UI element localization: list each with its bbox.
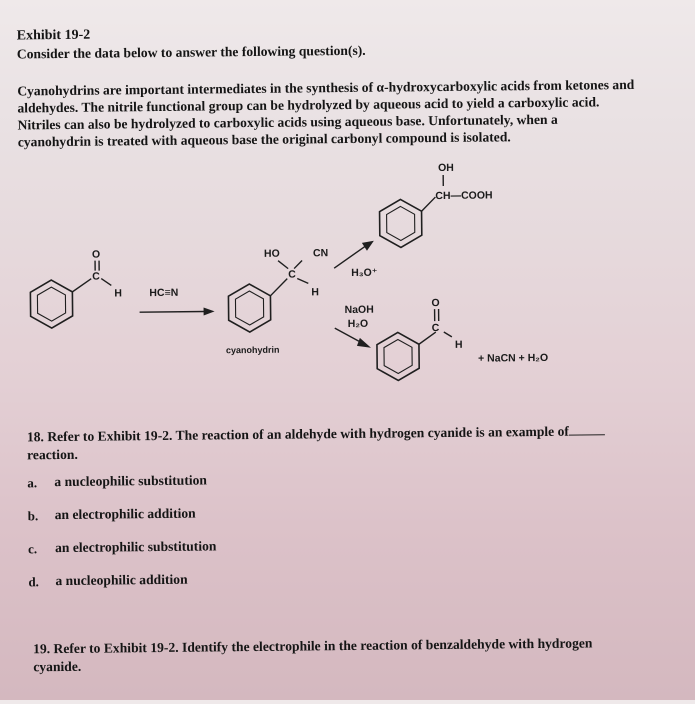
option-a-letter: a. [27,475,37,491]
cyanohydrin-structure [228,247,329,332]
product-hydroxyl: OH [438,162,454,174]
alpha-hydrogen: H [311,286,319,298]
benzaldehyde-structure [30,248,122,328]
forward-arrow [140,307,215,316]
paragraph-line: Cyanohydrins are important intermediates in the synthesis of α-hydroxycarboxylic acids from ketones and [17,76,634,99]
reaction-scheme [0,146,695,393]
regenerated-aldehyde-structure [376,297,462,381]
option-b-letter: b. [28,508,39,524]
carbonyl-carbon: C [92,271,100,283]
base-reagent-water: H₂O [348,318,369,330]
base-reagent-naoh: NaOH [345,304,374,316]
base-arrow [335,328,371,348]
acid-reagent: H₃O⁺ [351,267,377,279]
question-19-line: 19. Refer to Exhibit 19-2. Identify the electrophile in the reaction of benzaldehyde with hydrogen [33,634,592,657]
hcn-reagent: HC≡N [149,287,178,299]
question-18-prefix: 18. Refer to Exhibit 19-2. The reaction of an aldehyde with hydrogen cyanide is an example of [27,424,569,445]
question-18-text [27,422,605,445]
regenerated-carbonyl-carbon: C [432,322,440,334]
base-byproducts: + NaCN + H₂O [478,352,548,365]
exhibit-title: Exhibit 19-2 [17,27,91,45]
option-b-text[interactable]: an electrophilic addition [55,506,196,523]
carbonyl-oxygen: O [92,249,100,261]
question-18-suffix: reaction. [27,446,78,464]
answer-blank [569,422,605,435]
nitrile-group: CN [313,247,328,259]
cyanohydrin-label: cyanohydrin [226,345,280,356]
option-c-letter: c. [28,541,37,557]
alpha-carbon: C [288,269,296,281]
question-19-line: cyanide. [33,658,81,676]
regenerated-carbonyl-oxygen: O [431,297,439,309]
hydroxy-acid-structure [379,161,493,247]
product-acid-chain: CH—COOH [435,189,492,202]
aldehyde-hydrogen: H [114,287,122,299]
paragraph-line: cyanohydrin is treated with aqueous base the original carbonyl compound is isolated. [18,128,511,150]
option-c-text[interactable]: an electrophilic substitution [55,538,217,556]
option-a-text[interactable]: a nucleophilic substitution [54,472,207,490]
hydroxyl-group: HO [264,248,280,260]
exhibit-instruction: Consider the data below to answer the following question(s). [17,42,366,63]
option-d-letter: d. [28,574,39,590]
paragraph-line: Nitriles can also be hydrolyzed to carboxylic acids using aqueous base. Unfortunately, when a [18,111,558,134]
option-d-text[interactable]: a nucleophilic addition [55,572,187,589]
paragraph-line: aldehydes. The nitrile functional group can be hydrolyzed by aqueous acid to yield a carboxylic acid. [17,93,599,116]
regenerated-aldehyde-hydrogen: H [455,339,463,351]
acid-arrow [334,241,374,268]
